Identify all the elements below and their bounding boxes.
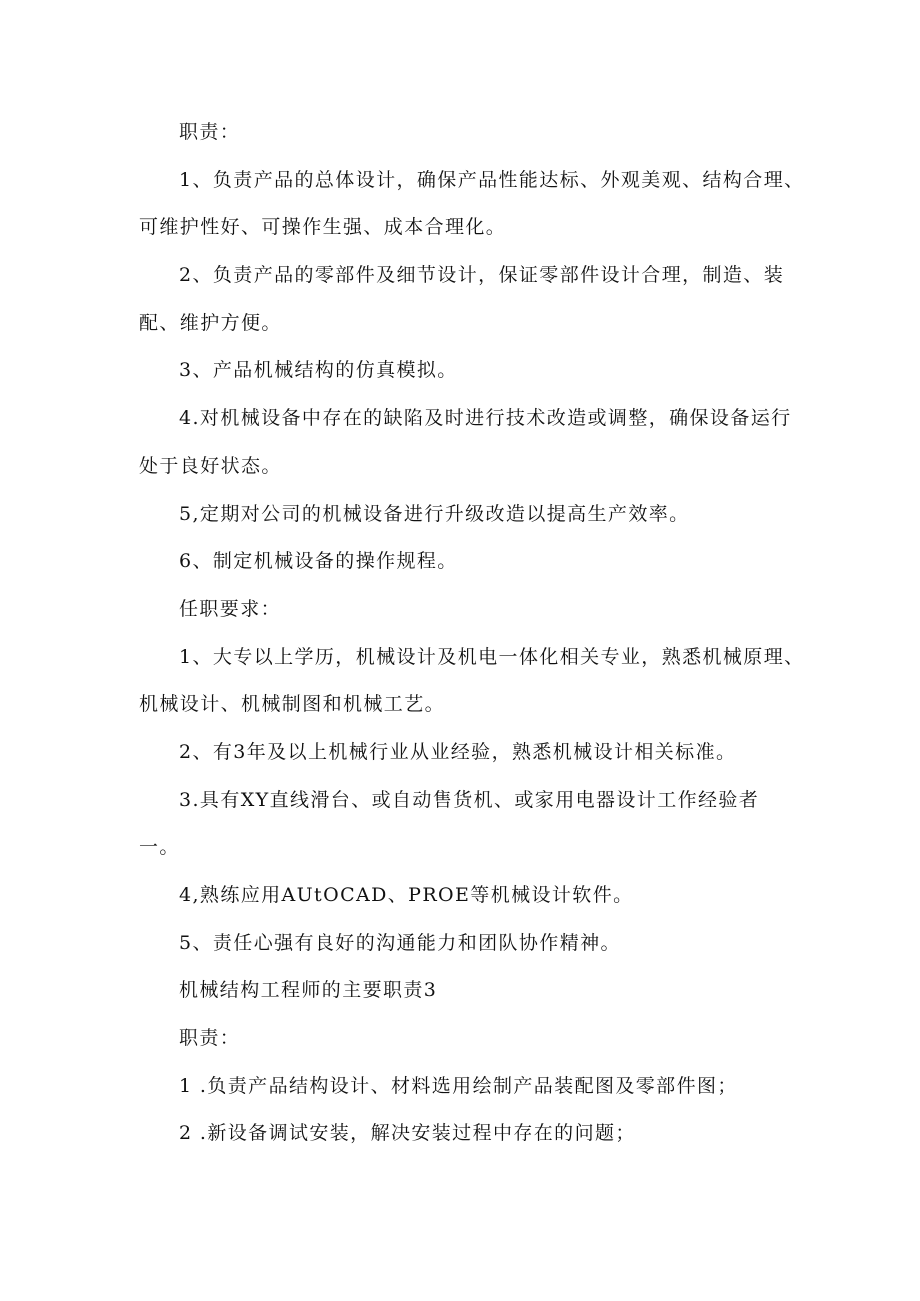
document-body xyxy=(139,112,805,1161)
text-line: 1 .负责产品结构设计、材料选用绘制产品装配图及零部件图； xyxy=(179,1074,738,1097)
text-line: 4,熟练应用AUtOCAD、PROE等机械设计软件。 xyxy=(179,884,634,906)
text-line: 5、责任心强有良好的沟通能力和团队协作精神。 xyxy=(179,931,621,954)
text-line: 可维护性好、可操作生强、成本合理化。 xyxy=(139,216,507,239)
text-line: 2 .新设备调试安装，解决安装过程中存在的问题； xyxy=(179,1122,636,1145)
text-line: 处于良好状态。 xyxy=(139,454,282,477)
text-line: 配、维护方便。 xyxy=(139,311,282,334)
text-line: 任职要求： xyxy=(179,597,282,620)
text-line: 一。 xyxy=(139,836,180,859)
text-line: 1、负责产品的总体设计，确保产品性能达标、外观美观、结构合理、 xyxy=(179,168,805,191)
text-line: 5,定期对公司的机械设备进行升级改造以提高生产效率。 xyxy=(179,502,690,525)
text-line: 3.具有XY直线滑台、或自动售货机、或家用电器设计工作经验者 xyxy=(179,788,760,811)
text-line: 4.对机械设备中存在的缺陷及时进行技术改造或调整，确保设备运行 xyxy=(179,407,792,430)
text-line: 机械结构工程师的主要职责3 xyxy=(179,979,438,1002)
text-line: 职责： xyxy=(179,121,241,143)
text-line: 机械设计、机械制图和机械工艺。 xyxy=(139,693,446,716)
text-line: 3、产品机械结构的仿真模拟。 xyxy=(179,359,458,382)
text-line: 职责： xyxy=(179,1027,241,1050)
text-line: 1、大专以上学历，机械设计及机电一体化相关专业，熟悉机械原理、 xyxy=(179,645,805,668)
text-line: 2、有3年及以上机械行业从业经验，熟悉机械设计相关标准。 xyxy=(179,740,737,763)
text-line: 6、制定机械设备的操作规程。 xyxy=(179,550,458,573)
text-line: 2、负责产品的零部件及细节设计，保证零部件设计合理，制造、装 xyxy=(179,264,785,287)
